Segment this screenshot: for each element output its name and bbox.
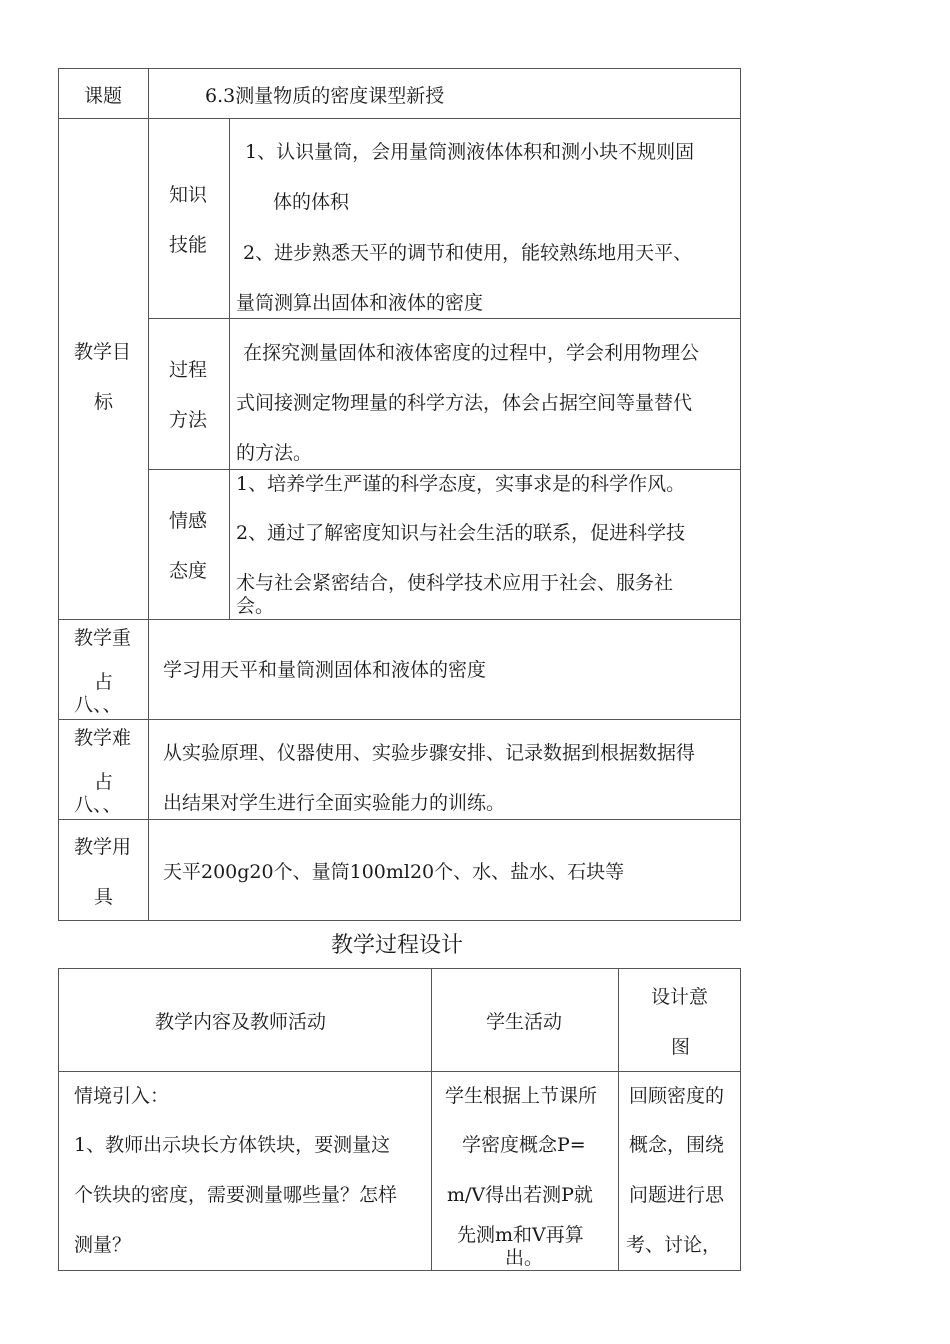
student-activity-text: 学生根据上节课所: [445, 1085, 598, 1107]
knowledge-text: 量筒测算出固体和液体的密度: [236, 292, 484, 314]
table-border: [148, 68, 149, 921]
process-text: 式间接测定物理量的科学方法，体会占据空间等量替代: [236, 392, 693, 414]
process-text: 的方法。: [236, 442, 313, 464]
col-header-intent: 图: [671, 1036, 691, 1058]
design-intent-text: 问题进行思: [629, 1184, 725, 1206]
col-header-intent: 设计意: [651, 986, 709, 1008]
teacher-activity-text: 个铁块的密度，需要测量哪些量？怎样: [74, 1184, 398, 1206]
col-header-teacher: 教学内容及教师活动: [155, 1011, 327, 1033]
process-text: 在探究测量固体和液体密度的过程中，学会利用物理公: [243, 342, 700, 364]
teacher-activity-text: 1、教师出示块长方体铁块，要测量这: [74, 1134, 391, 1156]
table-border: [58, 968, 741, 969]
objectives-label: 教学目: [74, 341, 132, 363]
knowledge-text: 1、认识量筒，会用量筒测液体体积和测小块不规则固: [245, 141, 695, 163]
table-border: [431, 968, 432, 1271]
table-border: [58, 920, 741, 921]
difficulty-label: 八、、: [74, 794, 122, 816]
topic-label: 课题: [84, 85, 123, 107]
emotion-label: 态度: [169, 560, 208, 582]
student-activity-text: 出。: [505, 1247, 544, 1269]
table-border: [58, 1270, 741, 1271]
key-point-value: 学习用天平和量筒测固体和液体的密度: [163, 659, 487, 681]
table-border: [618, 968, 619, 1271]
tools-label: 具: [94, 886, 114, 908]
design-intent-text: 概念，围绕: [629, 1134, 725, 1156]
knowledge-text: 体的体积: [273, 191, 350, 213]
process-label: 方法: [169, 409, 208, 431]
key-point-label: 占: [94, 671, 114, 693]
table-border: [229, 118, 230, 620]
knowledge-text: 2、进步熟悉天平的调节和使用，能较熟练地用天平、: [243, 242, 693, 264]
table-border: [58, 68, 741, 69]
section-title: 教学过程设计: [331, 933, 464, 958]
tools-label: 教学用: [74, 836, 132, 858]
table-border: [58, 968, 59, 1271]
col-header-student: 学生活动: [486, 1011, 563, 1033]
table-border: [58, 719, 741, 720]
table-border: [58, 619, 741, 620]
topic-value: 6.3测量物质的密度课型新授: [205, 85, 445, 107]
table-border: [148, 318, 741, 319]
emotion-label: 情感: [169, 510, 208, 532]
tools-value: 天平200g20个、量筒100ml20个、水、盐水、石块等: [163, 861, 625, 883]
process-label: 过程: [169, 359, 208, 381]
design-intent-text: 回顾密度的: [629, 1085, 725, 1107]
emotion-text: 2、通过了解密度知识与社会生活的联系，促进科学技: [236, 522, 686, 544]
emotion-text: 会。: [236, 595, 275, 617]
teacher-activity-text: 情境引入：: [74, 1085, 170, 1107]
student-activity-text: 先测m和V再算: [457, 1224, 584, 1246]
key-point-label: 八、、: [74, 694, 122, 716]
table-border: [58, 1071, 741, 1072]
student-activity-text: 学密度概念P=: [462, 1134, 586, 1156]
table-border: [740, 68, 741, 921]
table-border: [58, 118, 741, 119]
table-border: [740, 968, 741, 1271]
objectives-label: 标: [94, 391, 114, 413]
emotion-text: 1、培养学生严谨的科学态度，实事求是的科学作风。: [236, 473, 686, 495]
teacher-activity-text: 测量？: [74, 1234, 132, 1256]
key-point-label: 教学重: [74, 627, 132, 649]
table-border: [58, 68, 59, 921]
design-intent-text: 考、讨论，: [626, 1234, 722, 1256]
emotion-text: 术与社会紧密结合，使科学技术应用于社会、服务社: [236, 572, 674, 594]
student-activity-text: m/V得出若测P就: [447, 1184, 593, 1206]
table-border: [148, 469, 741, 470]
knowledge-label: 技能: [169, 234, 208, 256]
difficulty-text: 出结果对学生进行全面实验能力的训练。: [163, 792, 506, 814]
table-border: [58, 819, 741, 820]
difficulty-label: 教学难: [74, 727, 132, 749]
difficulty-text: 从实验原理、仪器使用、实验步骤安排、记录数据到根据数据得: [163, 742, 696, 764]
difficulty-label: 占: [94, 771, 114, 793]
knowledge-label: 知识: [169, 184, 208, 206]
